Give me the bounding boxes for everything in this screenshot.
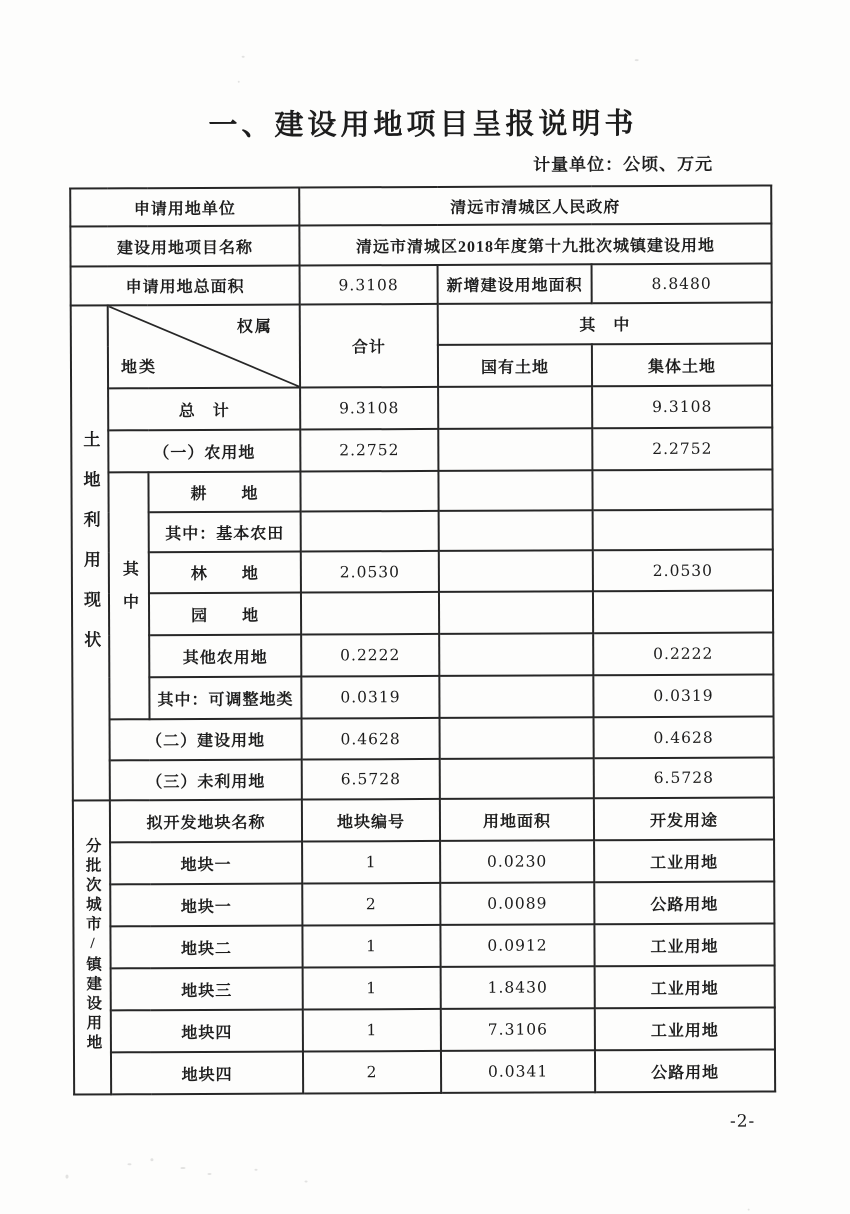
cell-collective: 0.4628 [594,716,774,758]
header-collective: 集体土地 [592,343,772,386]
table-row [71,385,772,430]
new-area-label: 新增建设用地面积 [438,264,592,304]
cell-land-type: 其中：基本农田 [149,512,301,553]
plot-name: 地块三 [111,968,303,1011]
cell-total: 0.2222 [301,634,439,677]
land-report-table [69,184,776,1095]
table-row [72,549,773,593]
cell-collective: 0.0319 [593,674,773,717]
plot-row [73,923,774,968]
plot-number: 1 [302,841,440,884]
cell-collective [593,590,773,633]
project-name-value: 清远市清城区2018年度第十九批次城镇建设用地 [299,223,771,265]
cell-total: 0.0319 [301,676,439,719]
table-row [70,185,771,226]
project-name-label: 建设用地项目名称 [70,226,299,267]
scan-speckle [180,1167,185,1169]
table-row [71,302,772,346]
table-row [70,223,771,266]
scan-speckle [207,1173,211,1175]
cell-land-type: 林 地 [149,552,301,594]
applicant-label: 申请用地单位 [70,188,299,227]
scan-speckle [66,1175,69,1179]
cell-collective: 2.2752 [592,427,772,470]
header-total: 合计 [300,304,438,388]
plot-area: 0.0089 [440,882,594,925]
cell-total: 2.0530 [301,551,439,593]
table-row [73,797,774,842]
cell-land-type: 总 计 [108,388,300,431]
cell-collective: 9.3108 [592,385,772,428]
table-row [73,716,774,760]
plot-use: 公路用地 [595,1049,775,1092]
diagonal-landtype-label: 地类 [120,359,158,377]
cell-total: 0.4628 [302,718,440,760]
cell-collective [593,509,773,550]
subsection-label-among [108,472,149,719]
plot-area: 0.0341 [441,1050,595,1093]
cell-state-owned [438,470,592,511]
plot-area: 0.0230 [440,840,594,883]
plot-area: 1.8430 [441,966,595,1009]
cell-state-owned [438,428,592,471]
cell-state-owned [439,510,593,551]
plot-number: 1 [303,967,441,1010]
cell-total: 2.2752 [300,429,438,472]
plot-row [73,839,774,884]
measurement-unit-note: 计量单位：公顷、万元 [533,154,714,175]
scan-speckle [635,59,639,61]
cell-collective: 6.5728 [594,757,774,798]
plots-header-name: 拟开发地块名称 [110,800,302,843]
plots-header-area: 用地面积 [440,798,594,841]
applicant-value: 清远市清城区人民政府 [299,185,771,225]
diagonal-ownership-label: 权属 [236,318,273,336]
plot-name: 地块二 [110,926,302,969]
cell-land-type: 其他农用地 [149,635,301,678]
table-row [71,427,772,472]
cell-state-owned [439,633,593,676]
cell-state-owned [440,758,594,799]
vertical-text: 分批次城市/镇建设用地 [83,836,102,1053]
plots-header-number: 地块编号 [302,799,440,842]
scan-speckle [238,81,240,83]
plot-use: 工业用地 [595,965,775,1008]
plot-use: 公路用地 [594,881,774,924]
scan-speckle [254,1169,257,1171]
plot-row [74,965,775,1010]
scan-speckle [242,56,245,58]
plot-number: 1 [303,1009,441,1052]
header-state-owned: 国有土地 [438,344,592,387]
total-area-value: 9.3108 [300,265,438,305]
cell-state-owned [439,675,593,718]
cell-total [300,471,438,512]
table-row [73,757,774,800]
cell-land-type: （一）农用地 [108,430,300,473]
section-label-batch-urban-land [73,800,111,1094]
plot-row [73,881,774,926]
cell-land-type: 园 地 [149,593,301,636]
cell-collective: 0.2222 [593,632,773,675]
plot-area: 7.3106 [441,1008,595,1051]
cell-state-owned [439,591,593,634]
plot-name: 地块一 [110,884,302,927]
cell-state-owned [438,386,592,429]
page-title: 一、建设用地项目呈报说明书 [208,108,638,142]
cell-land-type: （三）未利用地 [110,760,302,801]
cell-collective: 2.0530 [593,549,773,591]
plot-number: 2 [303,1051,441,1094]
plot-area: 0.0912 [440,924,594,967]
table-row [72,632,773,677]
total-area-label: 申请用地总面积 [71,266,300,306]
cell-total [301,511,439,552]
plot-name: 地块一 [110,842,302,885]
diagonal-header-cell [108,305,300,389]
table-row [71,263,772,305]
plot-name: 地块四 [111,1052,303,1095]
scan-speckle [748,1209,750,1211]
cell-total: 9.3108 [300,387,438,430]
cell-state-owned [440,717,594,759]
cell-land-type: 耕 地 [148,472,300,513]
header-among: 其 中 [438,302,772,344]
section-label-land-use-status [71,305,110,800]
scan-speckle [150,1158,153,1161]
cell-total: 6.5728 [302,759,440,800]
plot-number: 1 [302,925,440,968]
plots-header-use: 开发用途 [594,797,774,840]
scan-speckle [305,1181,308,1183]
plot-use: 工业用地 [594,839,774,882]
plot-use: 工业用地 [594,923,774,966]
table-row [72,674,773,719]
cell-land-type: （二）建设用地 [110,719,302,761]
vertical-text: 土地利用现状 [80,430,101,671]
page-number: -2- [729,1111,756,1132]
cell-collective [592,469,772,510]
plot-number: 2 [302,883,440,926]
table-row [71,469,772,512]
cell-total [301,592,439,635]
scan-speckle [127,1163,131,1165]
cell-state-owned [439,550,593,592]
table-row [72,590,773,635]
table-row [72,509,773,552]
plot-row [74,1049,775,1094]
plot-use: 工业用地 [595,1007,775,1050]
plot-name: 地块四 [111,1010,303,1053]
plot-row [74,1007,775,1052]
cell-land-type: 其中：可调整地类 [149,677,301,720]
new-area-value: 8.8480 [592,263,772,303]
vertical-text: 其中 [120,560,138,627]
